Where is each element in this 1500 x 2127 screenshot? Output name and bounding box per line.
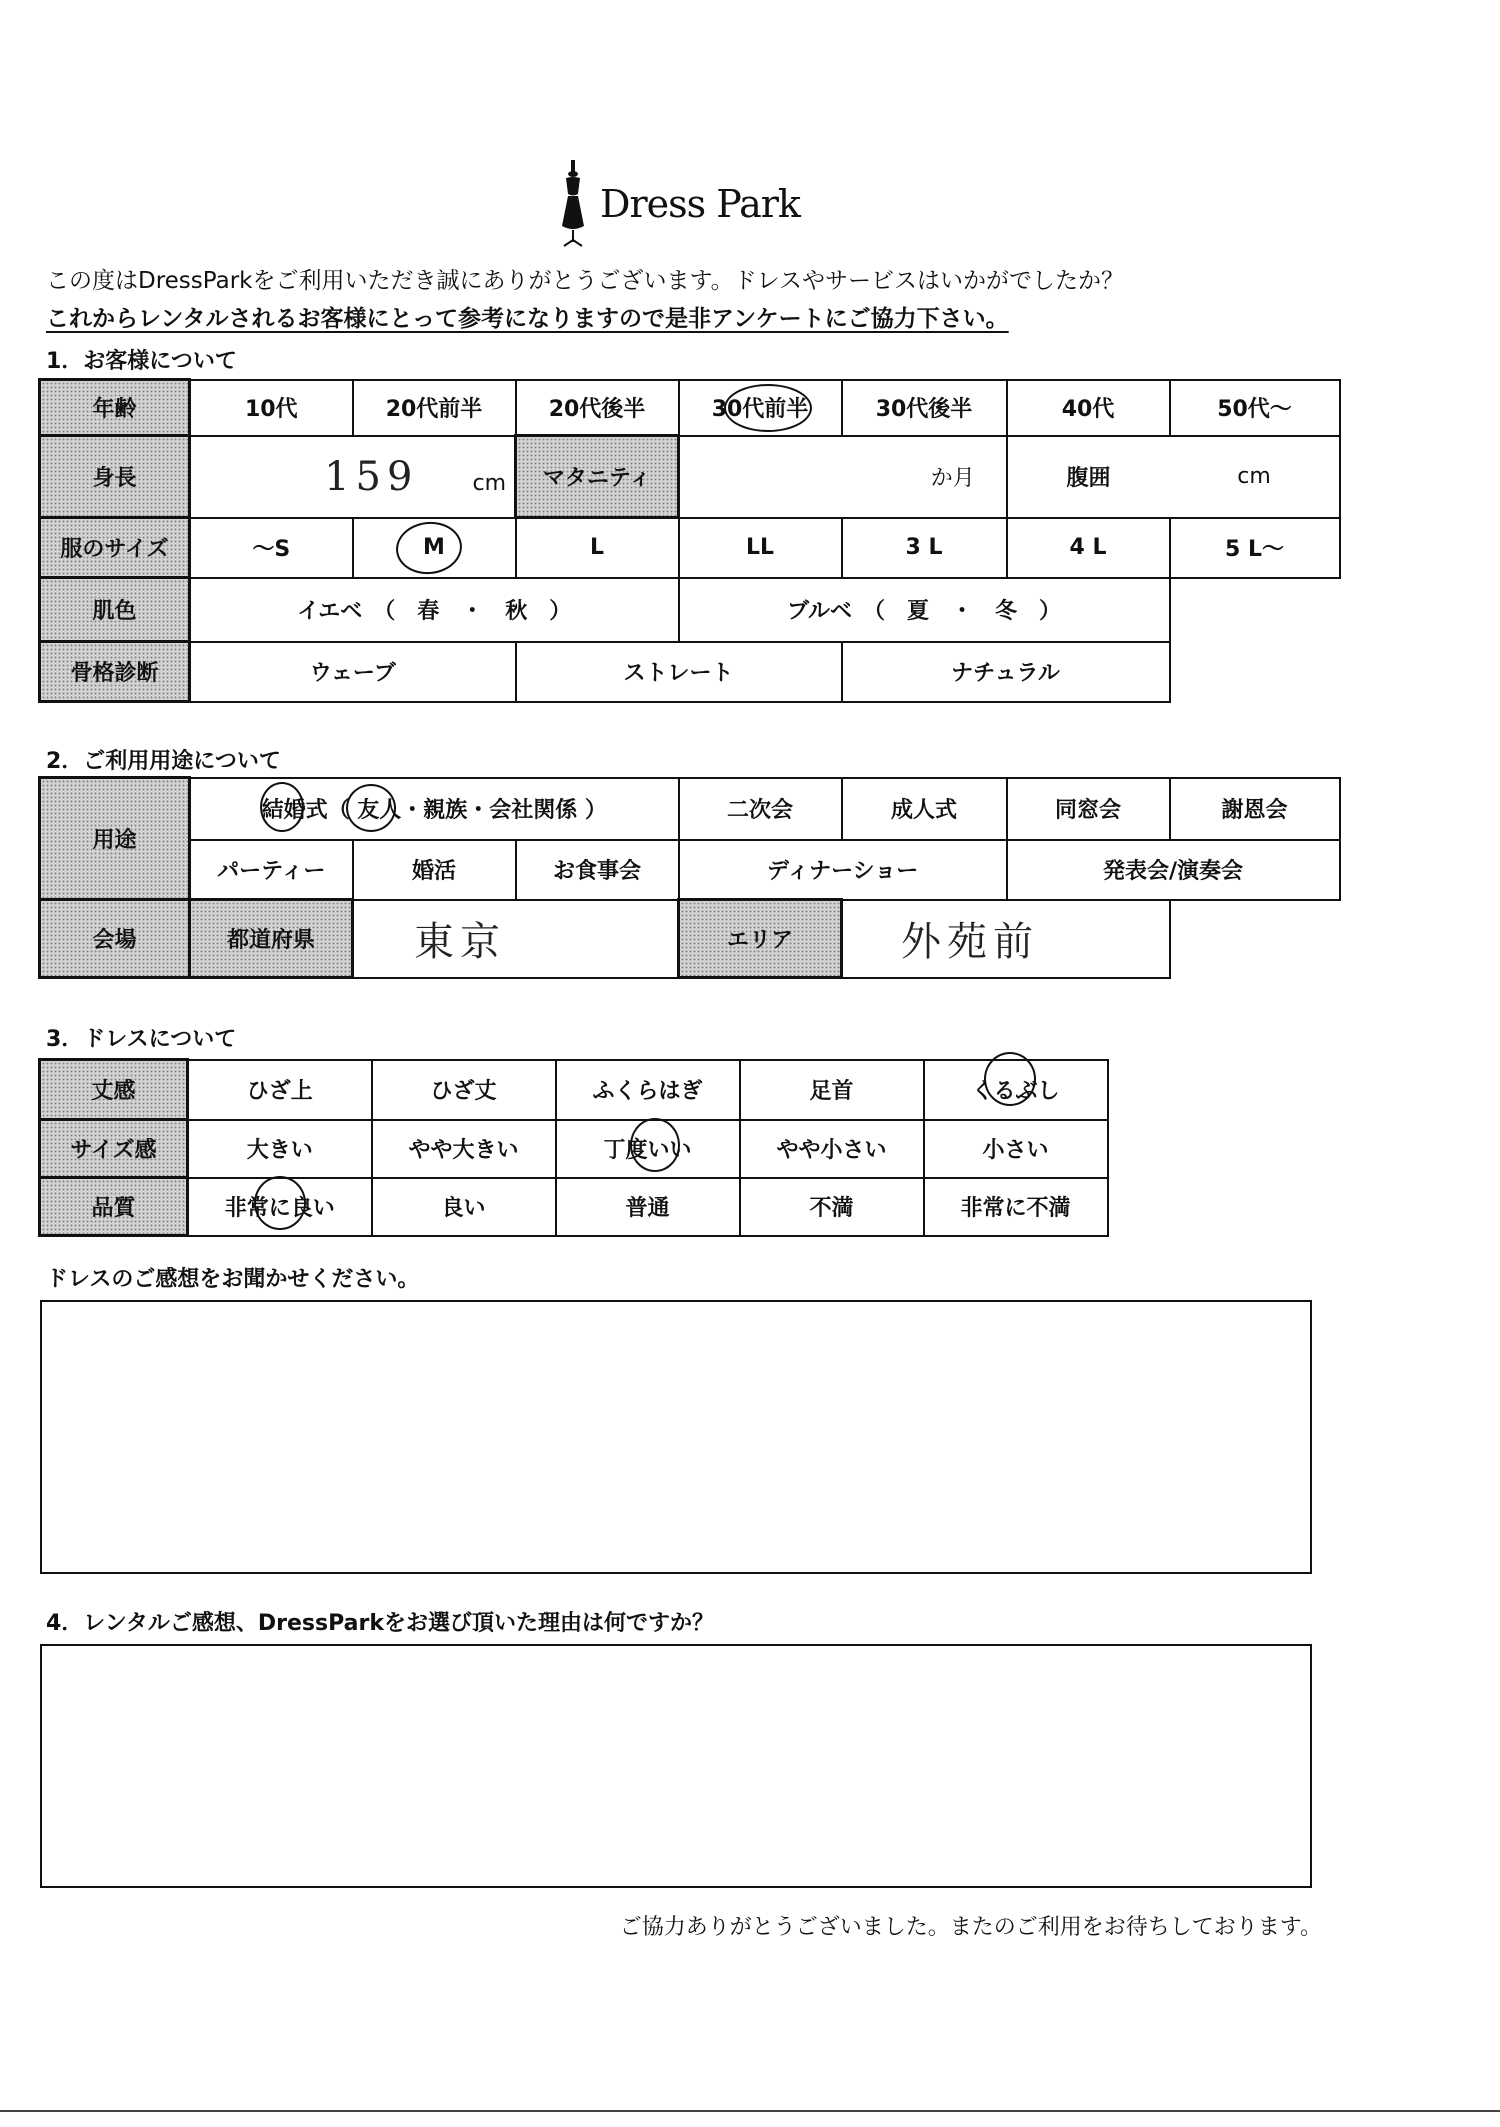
- size-option[interactable]: ～S: [190, 518, 353, 578]
- skin-blue-option[interactable]: ブルベ （ 夏 ・ 冬 ）: [679, 578, 1170, 642]
- intro-request: これからレンタルされるお客様にとって参考になりますので是非アンケートにご協力下さい。: [46, 306, 1009, 332]
- length-option[interactable]: ひざ上: [188, 1060, 372, 1120]
- quality-option[interactable]: 良い: [372, 1178, 556, 1236]
- waist-unit: cm: [1237, 464, 1271, 489]
- section3-title: 3．ドレスについて: [46, 1027, 237, 1052]
- length-option[interactable]: ひざ丈: [372, 1060, 556, 1120]
- age-option[interactable]: 20代前半: [353, 380, 516, 436]
- waist-label: 腹囲: [1007, 436, 1170, 518]
- fit-label: サイズ感: [40, 1120, 188, 1178]
- size-option-selected[interactable]: M: [353, 518, 516, 578]
- waist-field[interactable]: [1170, 436, 1340, 518]
- quality-option[interactable]: 非常に不満: [924, 1178, 1108, 1236]
- age-label: 年齢: [40, 380, 190, 436]
- age-option[interactable]: 20代後半: [516, 380, 679, 436]
- maternity-label: マタニティ: [516, 436, 679, 518]
- brand-name: Dress Park: [600, 182, 800, 226]
- size-option[interactable]: LL: [679, 518, 842, 578]
- purpose-option[interactable]: 発表会/演奏会: [1007, 840, 1340, 900]
- length-option[interactable]: 足首: [740, 1060, 924, 1120]
- age-option-selected[interactable]: 30代前半: [679, 380, 842, 436]
- size-option[interactable]: 5 L～: [1170, 518, 1340, 578]
- purpose-option[interactable]: 婚活: [353, 840, 516, 900]
- size-option[interactable]: L: [516, 518, 679, 578]
- quality-option-selected[interactable]: 非常に良い: [188, 1178, 372, 1236]
- purpose-table: [38, 776, 1341, 979]
- length-option-selected[interactable]: くるぶし: [924, 1060, 1108, 1120]
- venue-label: 会場: [40, 900, 190, 978]
- height-label: 身長: [40, 436, 190, 518]
- length-label: 丈感: [40, 1060, 188, 1120]
- size-option[interactable]: 4 L: [1007, 518, 1170, 578]
- area-label: エリア: [679, 900, 842, 978]
- purpose-option[interactable]: ディナーショー: [679, 840, 1007, 900]
- dress-comment-label: ドレスのご感想をお聞かせください。: [46, 1267, 420, 1292]
- quality-option[interactable]: 不満: [740, 1178, 924, 1236]
- prefecture-value: 東京: [414, 919, 506, 965]
- page-edge-line: [0, 2110, 1500, 2112]
- purpose-option[interactable]: 成人式: [842, 778, 1007, 840]
- age-option[interactable]: 10代: [190, 380, 353, 436]
- purpose-option[interactable]: 二次会: [679, 778, 842, 840]
- quality-label: 品質: [40, 1178, 188, 1236]
- dress-comment-box[interactable]: [40, 1300, 1312, 1574]
- fit-option[interactable]: やや大きい: [372, 1120, 556, 1178]
- section2-title: 2．ご利用用途について: [46, 749, 281, 774]
- section1-title: 1．お客様について: [46, 349, 237, 374]
- dress-table: [38, 1058, 1109, 1237]
- closing-message: ご協力ありがとうございました。またのご利用をお待ちしております。: [619, 1915, 1322, 1940]
- body-type-option[interactable]: ナチュラル: [842, 642, 1170, 702]
- fit-option[interactable]: やや小さい: [740, 1120, 924, 1178]
- length-option[interactable]: ふくらはぎ: [556, 1060, 740, 1120]
- height-unit: cm: [472, 470, 506, 496]
- customer-table: [38, 378, 1341, 703]
- body-type-option[interactable]: ウェーブ: [190, 642, 516, 702]
- area-value: 外苑前: [901, 919, 1040, 965]
- purpose-option[interactable]: パーティー: [190, 840, 353, 900]
- size-option[interactable]: 3 L: [842, 518, 1007, 578]
- prefecture-field[interactable]: [353, 900, 679, 978]
- purpose-option[interactable]: 同窓会: [1007, 778, 1170, 840]
- body-type-label: 骨格診断: [40, 642, 190, 702]
- fit-option[interactable]: 大きい: [188, 1120, 372, 1178]
- skin-label: 肌色: [40, 578, 190, 642]
- maternity-field[interactable]: [679, 436, 1007, 518]
- dress-mannequin-icon: [558, 160, 588, 248]
- purpose-wedding-option[interactable]: 結婚式（ 友人・親族・会社関係 ）: [190, 778, 679, 840]
- prefecture-label: 都道府県: [190, 900, 353, 978]
- purpose-label: 用途: [40, 778, 190, 900]
- purpose-option[interactable]: 謝恩会: [1170, 778, 1340, 840]
- size-label: 服のサイズ: [40, 518, 190, 578]
- fit-option[interactable]: 小さい: [924, 1120, 1108, 1178]
- fit-option-selected[interactable]: 丁度いい: [556, 1120, 740, 1178]
- intro-text: この度はDressParkをご利用いただき誠にありがとうございます。ドレスやサービスはいかがでしたか？: [46, 268, 1124, 294]
- body-type-option[interactable]: ストレート: [516, 642, 842, 702]
- quality-option[interactable]: 普通: [556, 1178, 740, 1236]
- age-option[interactable]: 50代～: [1170, 380, 1340, 436]
- skin-yellow-option[interactable]: イエベ （ 春 ・ 秋 ）: [190, 578, 679, 642]
- section4-title: 4．レンタルご感想、DressParkをお選び頂いた理由は何ですか？: [46, 1611, 714, 1636]
- height-value: 159: [324, 453, 419, 500]
- rental-reason-box[interactable]: [40, 1644, 1312, 1888]
- brand-logo: [558, 160, 818, 250]
- purpose-option[interactable]: お食事会: [516, 840, 679, 900]
- area-field[interactable]: [842, 900, 1170, 978]
- height-field[interactable]: [190, 436, 516, 518]
- age-option[interactable]: 40代: [1007, 380, 1170, 436]
- maternity-unit: か月: [930, 466, 975, 491]
- age-option[interactable]: 30代後半: [842, 380, 1007, 436]
